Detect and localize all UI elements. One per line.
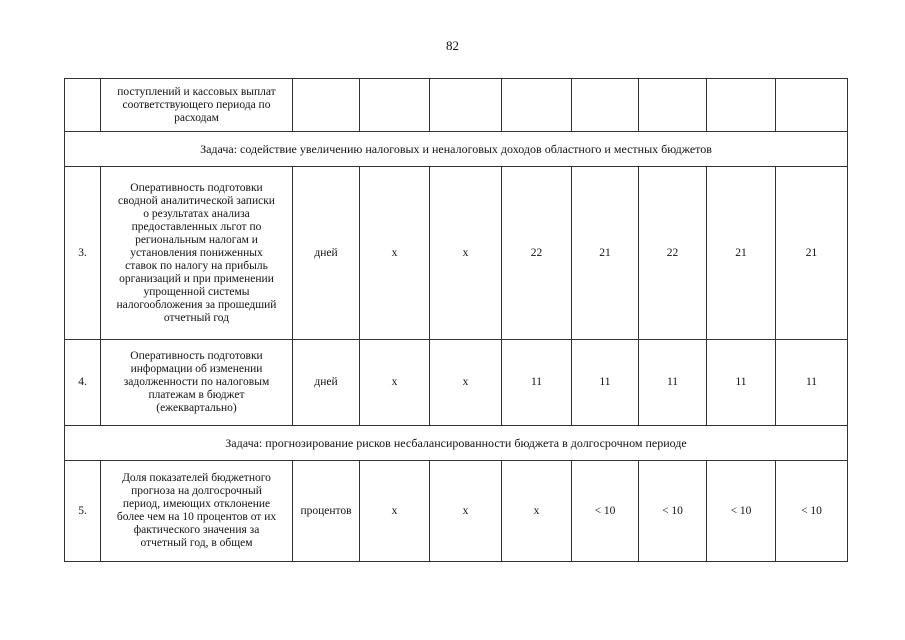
value-cell bbox=[707, 79, 776, 132]
value-cell: x bbox=[430, 167, 502, 340]
value-cell: < 10 bbox=[776, 461, 848, 562]
value-cell: 11 bbox=[639, 340, 707, 426]
section-row bbox=[65, 132, 848, 167]
value-cell bbox=[639, 79, 707, 132]
value-cell: x bbox=[430, 340, 502, 426]
value-cell: 11 bbox=[502, 340, 572, 426]
value-cell: 21 bbox=[707, 167, 776, 340]
table-row bbox=[65, 461, 848, 562]
unit-cell: дней bbox=[293, 167, 360, 340]
value-cell: < 10 bbox=[707, 461, 776, 562]
section-title: Задача: прогнозирование рисков несбалансированности бюджета в долгосрочном периоде bbox=[65, 426, 848, 461]
value-cell: 11 bbox=[572, 340, 639, 426]
value-cell bbox=[776, 79, 848, 132]
table-row bbox=[65, 167, 848, 340]
row-number: 5. bbox=[65, 461, 101, 562]
value-cell: < 10 bbox=[572, 461, 639, 562]
value-cell: 21 bbox=[776, 167, 848, 340]
value-cell: x bbox=[430, 461, 502, 562]
value-cell: x bbox=[360, 340, 430, 426]
indicator-description: поступлений и кассовых выплат соответствующего периода по расходам bbox=[101, 79, 293, 132]
value-cell: 22 bbox=[639, 167, 707, 340]
value-cell: x bbox=[360, 167, 430, 340]
indicator-description: Оперативность подготовки информации об изменении задолженности по налоговым платежам в бюджет (ежеквартально) bbox=[101, 340, 293, 426]
unit-cell bbox=[293, 79, 360, 132]
value-cell: 11 bbox=[776, 340, 848, 426]
value-cell: 11 bbox=[707, 340, 776, 426]
row-number: 4. bbox=[65, 340, 101, 426]
indicators-table bbox=[64, 78, 848, 562]
value-cell bbox=[360, 79, 430, 132]
value-cell: 21 bbox=[572, 167, 639, 340]
value-cell: 22 bbox=[502, 167, 572, 340]
table-row-continuation bbox=[65, 79, 848, 132]
value-cell bbox=[502, 79, 572, 132]
unit-cell: процентов bbox=[293, 461, 360, 562]
value-cell: < 10 bbox=[639, 461, 707, 562]
table-row bbox=[65, 340, 848, 426]
value-cell bbox=[430, 79, 502, 132]
indicator-description: Доля показателей бюджетного прогноза на долгосрочный период, имеющих отклонение более чем на 10 процентов от их фактического значения за отчетный год, в общем bbox=[101, 461, 293, 562]
section-title: Задача: содействие увеличению налоговых и неналоговых доходов областного и местных бюджетов bbox=[65, 132, 848, 167]
row-number: 3. bbox=[65, 167, 101, 340]
indicator-description: Оперативность подготовки сводной аналитической записки о результатах анализа предоставленных льгот по региональным налогам и установления пониженных ставок по налогу на прибыль организаций и при применении упрощенной системы налогообложения за прошедший отчетный год bbox=[101, 167, 293, 340]
page-number: 82 bbox=[446, 38, 459, 53]
value-cell: x bbox=[502, 461, 572, 562]
row-number-cell bbox=[65, 79, 101, 132]
section-row bbox=[65, 426, 848, 461]
value-cell: x bbox=[360, 461, 430, 562]
value-cell bbox=[572, 79, 639, 132]
unit-cell: дней bbox=[293, 340, 360, 426]
